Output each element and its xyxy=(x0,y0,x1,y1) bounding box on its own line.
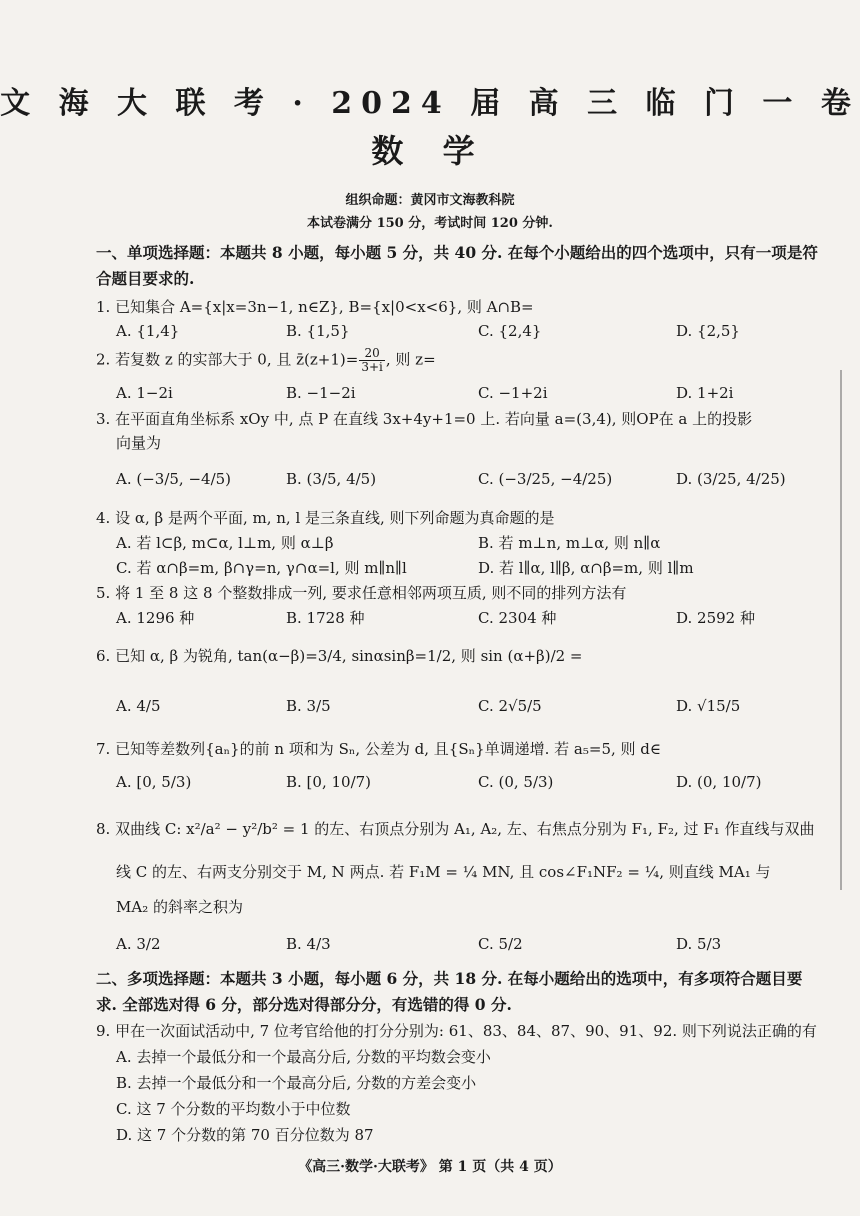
q5-option-a: A. 1296 种 xyxy=(116,609,195,627)
q3-option-d: D. (3/25, 4/25) xyxy=(676,470,786,488)
q5-option-c: C. 2304 种 xyxy=(478,609,557,627)
section1-heading-line1: 一、单项选择题：本题共 8 小题，每小题 5 分，共 40 分. 在每个小题给出的四个选项中，只有一项是符 xyxy=(96,243,818,262)
q3-stem-line2: 向量为 xyxy=(116,434,162,452)
section2-heading-line1: 二、多项选择题：本题共 3 小题，每小题 6 分，共 18 分. 在每小题给出的选项中，有多项符合题目要 xyxy=(96,969,803,988)
q4-option-c: C. 若 α∩β=m, β∩γ=n, γ∩α=l, 则 m∥n∥l xyxy=(116,559,407,577)
q2-option-d: D. 1+2i xyxy=(676,384,734,402)
q5-stem: 5. 将 1 至 8 这 8 个整数排成一列, 要求任意相邻两项互质, 则不同的排列方法有 xyxy=(96,584,627,602)
q8-stem-line2: 线 C 的左、右两支分别交于 M, N 两点. 若 F₁M = ¼ MN, 且 cos∠F₁NF₂ = ¼, 则直线 MA₁ 与 xyxy=(116,863,771,881)
q7-stem: 7. 已知等差数列{aₙ}的前 n 项和为 Sₙ, 公差为 d, 且{Sₙ}单调递增. 若 a₅=5, 则 d∈ xyxy=(96,740,662,758)
q4-option-b: B. 若 m⊥n, m⊥α, 则 n∥α xyxy=(478,534,661,552)
q2-frac-numerator: 20 xyxy=(359,347,385,361)
q8-stem-line3: MA₂ 的斜率之积为 xyxy=(116,898,243,916)
q8-option-a: A. 3/2 xyxy=(116,935,161,953)
q6-option-a: A. 4/5 xyxy=(116,697,161,715)
q9-stem: 9. 甲在一次面试活动中, 7 位考官给他的打分分别为: 61、83、84、87、90、91、92. 则下列说法正确的有 xyxy=(96,1022,817,1040)
q6-stem: 6. 已知 α, β 为锐角, tan(α−β)=3/4, sinαsinβ=1/2, 则 sin (α+β)/2 = xyxy=(96,647,583,665)
q4-stem: 4. 设 α, β 是两个平面, m, n, l 是三条直线, 则下列命题为真命题的是 xyxy=(96,509,555,527)
q8-stem-line1: 8. 双曲线 C: x²/a² − y²/b² = 1 的左、右顶点分别为 A₁, A₂, 左、右焦点分别为 F₁, F₂, 过 F₁ 作直线与双曲 xyxy=(96,820,815,838)
q1-stem: 1. 已知集合 A={x|x=3n−1, n∈Z}, B={x|0<x<6}, 则 A∩B= xyxy=(96,298,534,316)
q8-option-d: D. 5/3 xyxy=(676,935,722,953)
q7-option-a: A. [0, 5/3) xyxy=(116,773,192,791)
q2-fraction xyxy=(359,347,385,374)
q7-option-b: B. [0, 10/7) xyxy=(286,773,372,791)
q2-stem-post: , 则 z= xyxy=(385,350,436,369)
q2-option-b: B. −1−2i xyxy=(286,384,356,402)
section1-heading-line2: 合题目要求的. xyxy=(96,269,195,288)
q9-option-b: B. 去掉一个最低分和一个最高分后, 分数的方差会变小 xyxy=(116,1074,477,1092)
q2-stem-pre: 2. 若复数 z 的实部大于 0, 且 z̄(z+1)= xyxy=(96,350,359,369)
q6-option-c: C. 2√5/5 xyxy=(478,697,542,715)
q2-option-c: C. −1+2i xyxy=(478,384,548,402)
q1-option-c: C. {2,4} xyxy=(478,322,542,340)
exam-info: 本试卷满分 150 分，考试时间 120 分钟. xyxy=(307,216,553,231)
q8-option-c: C. 5/2 xyxy=(478,935,523,953)
q4-option-d: D. 若 l∥α, l∥β, α∩β=m, 则 l∥m xyxy=(478,559,694,577)
q6-option-b: B. 3/5 xyxy=(286,697,331,715)
q3-option-a: A. (−3/5, −4/5) xyxy=(116,470,232,488)
q9-option-a: A. 去掉一个最低分和一个最高分后, 分数的平均数会变小 xyxy=(116,1048,491,1066)
q9-option-d: D. 这 7 个分数的第 70 百分位数为 87 xyxy=(116,1126,374,1144)
q3-option-b: B. (3/5, 4/5) xyxy=(286,470,377,488)
q5-option-d: D. 2592 种 xyxy=(676,609,755,627)
q9-option-c: C. 这 7 个分数的平均数小于中位数 xyxy=(116,1100,351,1118)
q1-option-d: D. {2,5} xyxy=(676,322,740,340)
q1-option-a: A. {1,4} xyxy=(116,322,180,340)
q2-frac-denominator: 3+i xyxy=(361,360,383,374)
exam-title: 文 海 大 联 考 · 2024 届 高 三 临 门 一 卷 xyxy=(0,86,860,121)
exam-subject: 数 学 xyxy=(371,132,489,170)
q8-option-b: B. 4/3 xyxy=(286,935,331,953)
q7-option-d: D. (0, 10/7) xyxy=(676,773,762,791)
q7-option-c: C. (0, 5/3) xyxy=(478,773,554,791)
q5-option-b: B. 1728 种 xyxy=(286,609,365,627)
q2-stem xyxy=(96,347,830,374)
q2-option-a: A. 1−2i xyxy=(116,384,173,402)
q3-option-c: C. (−3/25, −4/25) xyxy=(478,470,613,488)
q4-option-a: A. 若 l⊂β, m⊂α, l⊥m, 则 α⊥β xyxy=(116,534,334,552)
exam-organizer: 组织命题：黄冈市文海教科院 xyxy=(345,193,515,208)
page-footer: 《高三·数学·大联考》 第 1 页（共 4 页） xyxy=(298,1159,562,1175)
section2-heading-line2: 求. 全部选对得 6 分，部分选对得部分分，有选错的得 0 分. xyxy=(96,995,512,1014)
q6-option-d: D. √15/5 xyxy=(676,697,741,715)
q3-stem-line1: 3. 在平面直角坐标系 xOy 中, 点 P 在直线 3x+4y+1=0 上. 若向量 a=(3,4), 则OP在 a 上的投影 xyxy=(96,410,753,428)
q1-option-b: B. {1,5} xyxy=(286,322,350,340)
